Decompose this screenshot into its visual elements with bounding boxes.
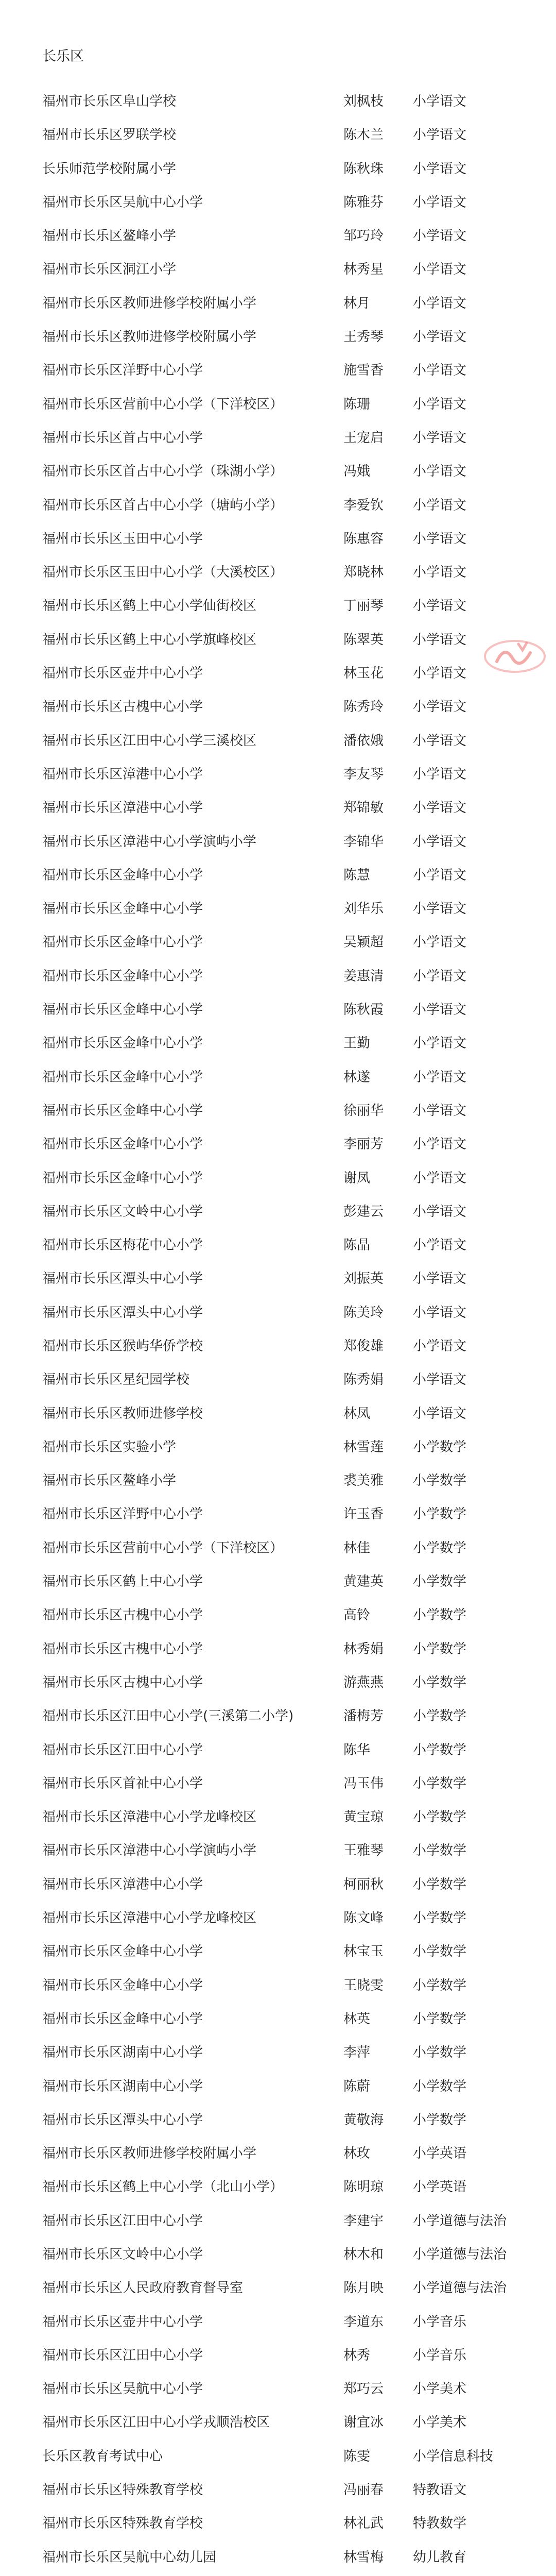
table-row xyxy=(0,862,556,895)
subject-cell: 小学语文 xyxy=(413,565,467,581)
table-row xyxy=(0,2241,556,2275)
school-cell: 福州市长乐区星纪园学校 xyxy=(42,1372,190,1388)
table-row xyxy=(0,929,556,962)
name-cell: 谢凤 xyxy=(343,1170,371,1186)
subject-cell: 特教语文 xyxy=(413,2482,467,2498)
school-cell: 福州市长乐区漳港中心小学 xyxy=(42,1876,203,1892)
school-cell: 福州市长乐区罗联学校 xyxy=(42,127,177,143)
table-row xyxy=(0,2309,556,2342)
subject-cell: 小学语文 xyxy=(413,94,467,109)
name-cell: 李丽芳 xyxy=(343,1137,384,1153)
table-row xyxy=(0,290,556,324)
name-cell: 陈文峰 xyxy=(343,1910,384,1926)
school-cell: 福州市长乐区猴屿华侨学校 xyxy=(42,1338,203,1354)
table-row xyxy=(0,1972,556,2006)
name-cell: 王勤 xyxy=(343,1036,371,1052)
name-cell: 林木和 xyxy=(343,2247,384,2262)
subject-cell: 特教数学 xyxy=(413,2516,467,2532)
name-cell: 林英 xyxy=(343,2011,371,2027)
table-row xyxy=(0,1669,556,1703)
table-row xyxy=(0,1165,556,1198)
table-row xyxy=(0,189,556,223)
school-cell: 福州市长乐区鳌峰小学 xyxy=(42,1473,177,1489)
school-cell: 福州市长乐区金峰中心小学 xyxy=(42,935,203,951)
school-cell: 福州市长乐区洋野中心小学 xyxy=(42,363,203,379)
school-cell: 福州市长乐区首占中心小学（珠湖小学） xyxy=(42,464,284,480)
school-cell: 福州市长乐区教师进修学校 xyxy=(42,1405,203,1421)
table-row xyxy=(0,1131,556,1164)
school-cell: 福州市长乐区金峰中心小学 xyxy=(42,1170,203,1186)
name-cell: 陈惠容 xyxy=(343,531,384,547)
subject-cell: 小学语文 xyxy=(413,901,467,917)
school-cell: 福州市长乐区江田中心小学(三溪第二小学) xyxy=(42,1708,294,1724)
name-cell: 林月 xyxy=(343,295,371,311)
subject-cell: 小学语文 xyxy=(413,127,467,143)
school-cell: 福州市长乐区江田中心小学 xyxy=(42,2347,203,2363)
school-cell: 福州市长乐区鹤上中心小学（北山小学） xyxy=(42,2179,284,2195)
school-cell: 福州市长乐区玉田中心小学 xyxy=(42,531,203,547)
subject-cell: 小学数学 xyxy=(413,2045,467,2061)
school-cell: 福州市长乐区江田中心小学三溪校区 xyxy=(42,733,257,749)
name-cell: 陈慧 xyxy=(343,867,371,883)
table-row xyxy=(0,2107,556,2140)
table-row xyxy=(0,1467,556,1501)
table-row xyxy=(0,1938,556,1972)
school-cell: 福州市长乐区金峰中心小学 xyxy=(42,867,203,883)
school-cell: 福州市长乐区江田中心小学 xyxy=(42,2213,203,2229)
school-cell: 福州市长乐区教师进修学校附属小学 xyxy=(42,329,257,345)
table-row xyxy=(0,88,556,122)
name-cell: 吴颖超 xyxy=(343,935,384,951)
subject-cell: 小学语文 xyxy=(413,766,467,782)
school-cell: 福州市长乐区金峰中心小学 xyxy=(42,1002,203,1018)
subject-cell: 小学道德与法治 xyxy=(413,2247,507,2262)
name-cell: 林秀娟 xyxy=(343,1641,384,1657)
subject-cell: 小学语文 xyxy=(413,531,467,547)
name-cell: 陈秋珠 xyxy=(343,161,384,177)
school-cell: 福州市长乐区阜山学校 xyxy=(42,94,177,109)
subject-cell: 小学信息科技 xyxy=(413,2448,494,2464)
table-row xyxy=(0,727,556,761)
subject-cell: 小学语文 xyxy=(413,228,467,244)
name-cell: 陈美玲 xyxy=(343,1304,384,1320)
subject-cell: 小学语文 xyxy=(413,1036,467,1052)
subject-cell: 小学语文 xyxy=(413,699,467,715)
name-cell: 黄建英 xyxy=(343,1574,384,1590)
subject-cell: 小学语文 xyxy=(413,1238,467,1253)
school-cell: 福州市长乐区实验小学 xyxy=(42,1439,177,1455)
school-cell: 福州市长乐区教师进修学校附属小学 xyxy=(42,2146,257,2162)
name-cell: 冯娥 xyxy=(343,464,371,480)
name-cell: 黄宝琼 xyxy=(343,1809,384,1825)
subject-cell: 小学美术 xyxy=(413,2381,467,2397)
name-cell: 林雪梅 xyxy=(343,2549,384,2565)
table-row xyxy=(0,1602,556,1635)
subject-cell: 小学语文 xyxy=(413,1069,467,1085)
school-cell: 福州市长乐区漳港中心小学龙峰校区 xyxy=(42,1910,257,1926)
table-row xyxy=(0,794,556,828)
name-cell: 邹巧玲 xyxy=(343,228,384,244)
name-cell: 郑巧云 xyxy=(343,2381,384,2397)
name-cell: 陈月映 xyxy=(343,2280,384,2296)
school-cell: 福州市长乐区首占中心小学（塘屿小学） xyxy=(42,497,284,513)
subject-cell: 小学语文 xyxy=(413,329,467,345)
subject-cell: 小学数学 xyxy=(413,1809,467,1825)
subject-cell: 小学语文 xyxy=(413,1405,467,1421)
school-cell: 福州市长乐区金峰中心小学 xyxy=(42,1944,203,1960)
table-row xyxy=(0,1400,556,1434)
subject-cell: 幼儿教育 xyxy=(413,2549,467,2565)
school-cell: 福州市长乐区洋野中心小学 xyxy=(42,1506,203,1522)
school-cell: 福州市长乐区古槐中心小学 xyxy=(42,1607,203,1623)
subject-cell: 小学数学 xyxy=(413,1944,467,1960)
name-cell: 陈秀娟 xyxy=(343,1372,384,1388)
school-cell: 福州市长乐区首祉中心小学 xyxy=(42,1775,203,1791)
subject-cell: 小学数学 xyxy=(413,1977,467,1993)
school-cell: 福州市长乐区特殊教育学校 xyxy=(42,2516,203,2532)
table-row xyxy=(0,256,556,290)
table-row xyxy=(0,2208,556,2241)
name-cell: 王秀琴 xyxy=(343,329,384,345)
table-row xyxy=(0,2342,556,2376)
name-cell: 李建宇 xyxy=(343,2213,384,2229)
table-row xyxy=(0,626,556,660)
school-cell: 长乐师范学校附属小学 xyxy=(42,161,177,177)
table-row xyxy=(0,2275,556,2308)
name-cell: 林凤 xyxy=(343,1405,371,1421)
subject-cell: 小学语文 xyxy=(413,363,467,379)
school-cell: 福州市长乐区首占中心小学 xyxy=(42,430,203,446)
subject-cell: 小学数学 xyxy=(413,1876,467,1892)
school-cell: 福州市长乐区文岭中心小学 xyxy=(42,2247,203,2262)
school-cell: 福州市长乐区古槐中心小学 xyxy=(42,1641,203,1657)
name-cell: 王晓雯 xyxy=(343,1977,384,1993)
subject-cell: 小学数学 xyxy=(413,1439,467,1455)
school-cell: 福州市长乐区湖南中心小学 xyxy=(42,2045,203,2061)
table-row xyxy=(0,458,556,492)
name-cell: 冯玉伟 xyxy=(343,1775,384,1791)
subject-cell: 小学语文 xyxy=(413,430,467,446)
subject-cell: 小学语文 xyxy=(413,295,467,311)
name-cell: 刘华乐 xyxy=(343,901,384,917)
table-row xyxy=(0,1737,556,1770)
subject-cell: 小学语文 xyxy=(413,161,467,177)
name-cell: 李萍 xyxy=(343,2045,371,2061)
school-cell: 福州市长乐区金峰中心小学 xyxy=(42,901,203,917)
table-row xyxy=(0,963,556,996)
subject-cell: 小学语文 xyxy=(413,497,467,513)
school-cell: 福州市长乐区江田中心小学戎顺浩校区 xyxy=(42,2415,270,2431)
name-cell: 陈蔚 xyxy=(343,2078,371,2094)
table-row xyxy=(0,324,556,357)
table-row xyxy=(0,1265,556,1299)
table-row xyxy=(0,2140,556,2174)
school-cell: 福州市长乐区漳港中心小学 xyxy=(42,766,203,782)
table-row xyxy=(0,492,556,526)
school-cell: 福州市长乐区梅花中心小学 xyxy=(42,1238,203,1253)
school-cell: 福州市长乐区金峰中心小学 xyxy=(42,1137,203,1153)
subject-cell: 小学数学 xyxy=(413,1708,467,1724)
name-cell: 陈雅芬 xyxy=(343,194,384,210)
name-cell: 游燕燕 xyxy=(343,1674,384,1690)
name-cell: 陈珊 xyxy=(343,396,371,412)
table-row xyxy=(0,1232,556,1265)
subject-cell: 小学语文 xyxy=(413,666,467,682)
name-cell: 林秀 xyxy=(343,2347,371,2363)
name-cell: 林雪莲 xyxy=(343,1439,384,1455)
name-cell: 潘梅芳 xyxy=(343,1708,384,1724)
name-cell: 裘美雅 xyxy=(343,1473,384,1489)
name-cell: 黄敬海 xyxy=(343,2112,384,2128)
table-row xyxy=(0,1804,556,1837)
name-cell: 刘振英 xyxy=(343,1271,384,1287)
name-cell: 林礼武 xyxy=(343,2516,384,2532)
name-cell: 丁丽琴 xyxy=(343,598,384,614)
table-row xyxy=(0,2039,556,2073)
table-row xyxy=(0,1535,556,1568)
table-row xyxy=(0,1905,556,1938)
name-cell: 郑锦敏 xyxy=(343,800,384,816)
subject-cell: 小学数学 xyxy=(413,1641,467,1657)
school-cell: 福州市长乐区湖南中心小学 xyxy=(42,2078,203,2094)
school-cell: 福州市长乐区漳港中心小学 xyxy=(42,800,203,816)
name-cell: 林秀星 xyxy=(343,262,384,278)
subject-cell: 小学语文 xyxy=(413,1271,467,1287)
subject-cell: 小学英语 xyxy=(413,2179,467,2195)
subject-cell: 小学语文 xyxy=(413,935,467,951)
subject-cell: 小学语文 xyxy=(413,1338,467,1354)
subject-cell: 小学数学 xyxy=(413,2112,467,2128)
table-row xyxy=(0,1366,556,1400)
name-cell: 李锦华 xyxy=(343,834,384,850)
table-row xyxy=(0,1434,556,1467)
subject-cell: 小学音乐 xyxy=(413,2347,467,2363)
table-row xyxy=(0,1333,556,1366)
name-cell: 李友琴 xyxy=(343,766,384,782)
name-cell: 陈明琼 xyxy=(343,2179,384,2195)
table-row xyxy=(0,1030,556,1063)
table-row xyxy=(0,2544,556,2576)
name-cell: 王宠启 xyxy=(343,430,384,446)
subject-cell: 小学语文 xyxy=(413,1372,467,1388)
subject-cell: 小学语文 xyxy=(413,800,467,816)
subject-cell: 小学语文 xyxy=(413,867,467,883)
table-row xyxy=(0,2006,556,2039)
school-cell: 福州市长乐区吴航中心小学 xyxy=(42,2381,203,2397)
school-cell: 福州市长乐区漳港中心小学龙峰校区 xyxy=(42,1809,257,1825)
subject-cell: 小学道德与法治 xyxy=(413,2213,507,2229)
table-row xyxy=(0,1636,556,1669)
school-cell: 福州市长乐区金峰中心小学 xyxy=(42,1103,203,1118)
school-cell: 福州市长乐区壶井中心小学 xyxy=(42,666,203,682)
name-cell: 林宝玉 xyxy=(343,1944,384,1960)
table-row xyxy=(0,895,556,929)
table-row xyxy=(0,559,556,592)
subject-cell: 小学语文 xyxy=(413,968,467,984)
subject-cell: 小学语文 xyxy=(413,733,467,749)
name-cell: 彭建云 xyxy=(343,1204,384,1219)
school-cell: 福州市长乐区江田中心小学 xyxy=(42,1742,203,1758)
subject-cell: 小学英语 xyxy=(413,2146,467,2162)
subject-cell: 小学数学 xyxy=(413,1506,467,1522)
table-row xyxy=(0,1568,556,1602)
table-row xyxy=(0,1501,556,1534)
teacher-list xyxy=(0,88,556,2576)
school-cell: 福州市长乐区漳港中心小学演屿小学 xyxy=(42,1843,257,1859)
table-row xyxy=(0,2174,556,2207)
name-cell: 施雪香 xyxy=(343,363,384,379)
name-cell: 潘依娥 xyxy=(343,733,384,749)
subject-cell: 小学语文 xyxy=(413,598,467,614)
name-cell: 刘枫枝 xyxy=(343,94,384,109)
name-cell: 许玉香 xyxy=(343,1506,384,1522)
name-cell: 高铃 xyxy=(343,1607,371,1623)
school-cell: 福州市长乐区金峰中心小学 xyxy=(42,1069,203,1085)
subject-cell: 小学数学 xyxy=(413,1742,467,1758)
name-cell: 林玫 xyxy=(343,2146,371,2162)
name-cell: 陈晶 xyxy=(343,1238,371,1253)
subject-cell: 小学语文 xyxy=(413,1002,467,1018)
table-row xyxy=(0,223,556,256)
subject-cell: 小学语文 xyxy=(413,632,467,648)
subject-cell: 小学数学 xyxy=(413,1574,467,1590)
table-row xyxy=(0,2477,556,2510)
table-row xyxy=(0,1770,556,1804)
subject-cell: 小学语文 xyxy=(413,1103,467,1118)
name-cell: 林遂 xyxy=(343,1069,371,1085)
name-cell: 陈秋霞 xyxy=(343,1002,384,1018)
school-cell: 福州市长乐区金峰中心小学 xyxy=(42,2011,203,2027)
school-cell: 福州市长乐区壶井中心小学 xyxy=(42,2314,203,2330)
name-cell: 姜惠清 xyxy=(343,968,384,984)
subject-cell: 小学道德与法治 xyxy=(413,2280,507,2296)
table-row xyxy=(0,391,556,425)
name-cell: 郑俊雄 xyxy=(343,1338,384,1354)
school-cell: 福州市长乐区鹤上中心小学 xyxy=(42,1574,203,1590)
school-cell: 福州市长乐区玉田中心小学（大溪校区） xyxy=(42,565,284,581)
school-cell: 福州市长乐区漳港中心小学演屿小学 xyxy=(42,834,257,850)
table-row xyxy=(0,592,556,626)
name-cell: 李爱钦 xyxy=(343,497,384,513)
school-cell: 福州市长乐区营前中心小学（下洋校区） xyxy=(42,396,284,412)
table-row xyxy=(0,156,556,189)
name-cell: 柯丽秋 xyxy=(343,1876,384,1892)
subject-cell: 小学语文 xyxy=(413,1304,467,1320)
table-row xyxy=(0,2073,556,2107)
subject-cell: 小学语文 xyxy=(413,1204,467,1219)
school-cell: 福州市长乐区营前中心小学（下洋校区） xyxy=(42,1540,284,1556)
subject-cell: 小学语文 xyxy=(413,464,467,480)
table-row xyxy=(0,526,556,559)
district-heading: 长乐区 xyxy=(42,48,84,64)
name-cell: 郑晓林 xyxy=(343,565,384,581)
subject-cell: 小学数学 xyxy=(413,1540,467,1556)
school-cell: 福州市长乐区教师进修学校附属小学 xyxy=(42,295,257,311)
table-row xyxy=(0,1299,556,1333)
school-cell: 福州市长乐区鹤上中心小学仙街校区 xyxy=(42,598,257,614)
school-cell: 福州市长乐区洞江小学 xyxy=(42,262,177,278)
table-row xyxy=(0,1097,556,1131)
school-cell: 福州市长乐区吴航中心小学 xyxy=(42,194,203,210)
school-cell: 福州市长乐区鳌峰小学 xyxy=(42,228,177,244)
name-cell: 李道东 xyxy=(343,2314,384,2330)
subject-cell: 小学语文 xyxy=(413,194,467,210)
subject-cell: 小学数学 xyxy=(413,1843,467,1859)
name-cell: 冯丽春 xyxy=(343,2482,384,2498)
subject-cell: 小学数学 xyxy=(413,1607,467,1623)
school-cell: 福州市长乐区古槐中心小学 xyxy=(42,699,203,715)
table-row xyxy=(0,2443,556,2477)
subject-cell: 小学数学 xyxy=(413,1910,467,1926)
hongmao-logo-watermark-icon xyxy=(481,635,548,676)
name-cell: 徐丽华 xyxy=(343,1103,384,1118)
subject-cell: 小学语文 xyxy=(413,834,467,850)
school-cell: 福州市长乐区文岭中心小学 xyxy=(42,1204,203,1219)
school-cell: 福州市长乐区潭头中心小学 xyxy=(42,1271,203,1287)
subject-cell: 小学语文 xyxy=(413,396,467,412)
name-cell: 陈木兰 xyxy=(343,127,384,143)
school-cell: 长乐区教育考试中心 xyxy=(42,2448,163,2464)
subject-cell: 小学语文 xyxy=(413,1170,467,1186)
table-row xyxy=(0,828,556,862)
subject-cell: 小学数学 xyxy=(413,2011,467,2027)
table-row xyxy=(0,2409,556,2443)
name-cell: 陈秀玲 xyxy=(343,699,384,715)
name-cell: 陈华 xyxy=(343,1742,371,1758)
school-cell: 福州市长乐区特殊教育学校 xyxy=(42,2482,203,2498)
table-row xyxy=(0,2376,556,2409)
name-cell: 谢宜冰 xyxy=(343,2415,384,2431)
subject-cell: 小学美术 xyxy=(413,2415,467,2431)
subject-cell: 小学音乐 xyxy=(413,2314,467,2330)
school-cell: 福州市长乐区潭头中心小学 xyxy=(42,1304,203,1320)
school-cell: 福州市长乐区鹤上中心小学旗峰校区 xyxy=(42,632,257,648)
table-row xyxy=(0,1198,556,1232)
school-cell: 福州市长乐区古槐中心小学 xyxy=(42,1674,203,1690)
table-row xyxy=(0,2510,556,2544)
school-cell: 福州市长乐区潭头中心小学 xyxy=(42,2112,203,2128)
school-cell: 福州市长乐区吴航中心幼儿园 xyxy=(42,2549,217,2565)
table-row xyxy=(0,122,556,155)
school-cell: 福州市长乐区金峰中心小学 xyxy=(42,1036,203,1052)
subject-cell: 小学语文 xyxy=(413,262,467,278)
subject-cell: 小学语文 xyxy=(413,1137,467,1153)
table-row xyxy=(0,1871,556,1905)
subject-cell: 小学数学 xyxy=(413,1674,467,1690)
table-row xyxy=(0,425,556,458)
subject-cell: 小学数学 xyxy=(413,1775,467,1791)
subject-cell: 小学数学 xyxy=(413,2078,467,2094)
table-row xyxy=(0,1703,556,1736)
name-cell: 林佳 xyxy=(343,1540,371,1556)
table-row xyxy=(0,761,556,794)
name-cell: 王雅琴 xyxy=(343,1843,384,1859)
table-row xyxy=(0,357,556,391)
table-row xyxy=(0,1837,556,1871)
subject-cell: 小学数学 xyxy=(413,1473,467,1489)
school-cell: 福州市长乐区金峰中心小学 xyxy=(42,1977,203,1993)
school-cell: 福州市长乐区金峰中心小学 xyxy=(42,968,203,984)
table-row xyxy=(0,1064,556,1097)
school-cell: 福州市长乐区人民政府教育督导室 xyxy=(42,2280,244,2296)
table-row xyxy=(0,996,556,1030)
name-cell: 陈翠英 xyxy=(343,632,384,648)
table-row xyxy=(0,693,556,727)
name-cell: 陈雯 xyxy=(343,2448,371,2464)
name-cell: 林玉花 xyxy=(343,666,384,682)
table-row xyxy=(0,660,556,693)
